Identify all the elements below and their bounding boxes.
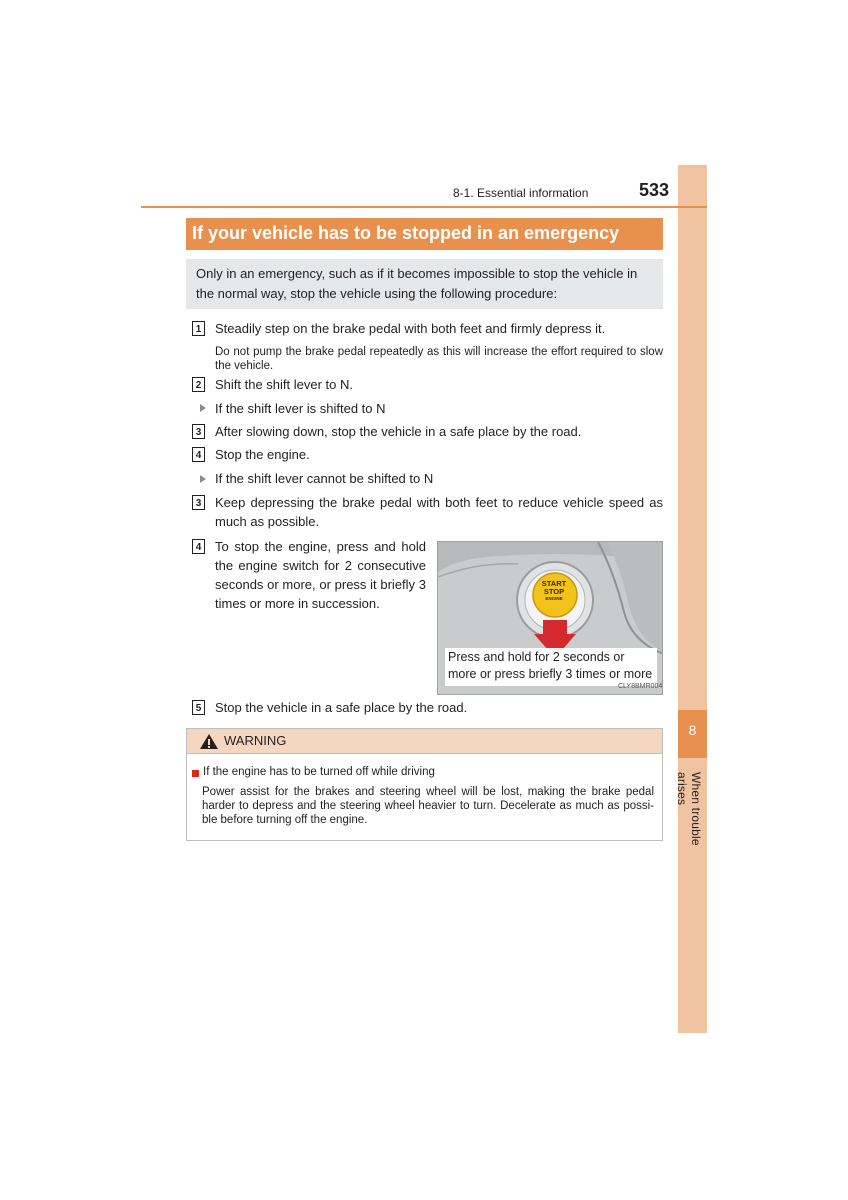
button-start-label: START <box>541 579 567 588</box>
chapter-side-tab <box>675 165 707 1033</box>
step-text: Steadily step on the brake pedal with both feet and firmly depress it. <box>215 321 606 336</box>
step-number: 3 <box>192 424 205 439</box>
button-stop-label: STOP <box>543 587 565 596</box>
page-number: 533 <box>639 180 670 200</box>
step-number: 4 <box>192 539 205 554</box>
chapter-number: 8 <box>688 722 697 738</box>
figure-code: CLY8BMR004 <box>618 683 663 690</box>
step-number: 2 <box>192 377 205 392</box>
chapter-title: When trouble arises <box>675 772 703 846</box>
step-text: Stop the vehicle in a safe place by the road. <box>215 700 468 715</box>
engine-button-label <box>536 580 572 602</box>
warning-subtitle: If the engine has to be turned off while driving <box>203 766 435 778</box>
step-text: Shift the shift lever to N. <box>215 377 354 392</box>
step-number: 3 <box>192 495 205 510</box>
section-label: 8-1. Essential information <box>453 186 589 200</box>
condition-text: If the shift lever is shifted to N <box>215 401 386 416</box>
warning-text: Power assist for the brakes and steering wheel will be lost, making the brake pedal harder to depress and the steering wheel heavier to turn. Decelerate as much as possi-ble before turning off the engine. <box>202 786 654 826</box>
step-text: After slowing down, stop the vehicle in a safe place by the road. <box>215 424 582 439</box>
intro-box <box>186 259 663 309</box>
red-square-bullet-icon <box>192 770 199 777</box>
condition-text: If the shift lever cannot be shifted to N <box>215 471 434 486</box>
condition-arrow-icon <box>200 404 206 412</box>
condition-arrow-icon <box>200 475 206 483</box>
warning-triangle-icon <box>199 733 219 755</box>
step-text: Keep depressing the brake pedal with both feet to reduce vehicle speed as much as possible. <box>215 495 663 529</box>
warning-label: WARNING <box>224 733 287 748</box>
header-rule <box>141 206 707 208</box>
button-engine-label: ENGINE <box>545 596 563 601</box>
step-number: 1 <box>192 321 205 336</box>
step-number: 4 <box>192 447 205 462</box>
step-note: Do not pump the brake pedal repeatedly as this will increase the effort required to slow the vehicle. <box>215 346 663 372</box>
intro-text: Only in an emergency, such as if it becomes impossible to stop the vehicle in the normal way, stop the vehicle using the following procedure: <box>196 266 638 301</box>
step-number: 5 <box>192 700 205 715</box>
step-text: To stop the engine, press and hold the engine switch for 2 consecutive seconds or more, or press it briefly 3 times or more in succession. <box>215 539 426 611</box>
page-title: If your vehicle has to be stopped in an emergency <box>186 218 663 250</box>
step-text: Stop the engine. <box>215 447 310 462</box>
figure-caption: Press and hold for 2 seconds or more or press briefly 3 times or more <box>445 648 657 686</box>
